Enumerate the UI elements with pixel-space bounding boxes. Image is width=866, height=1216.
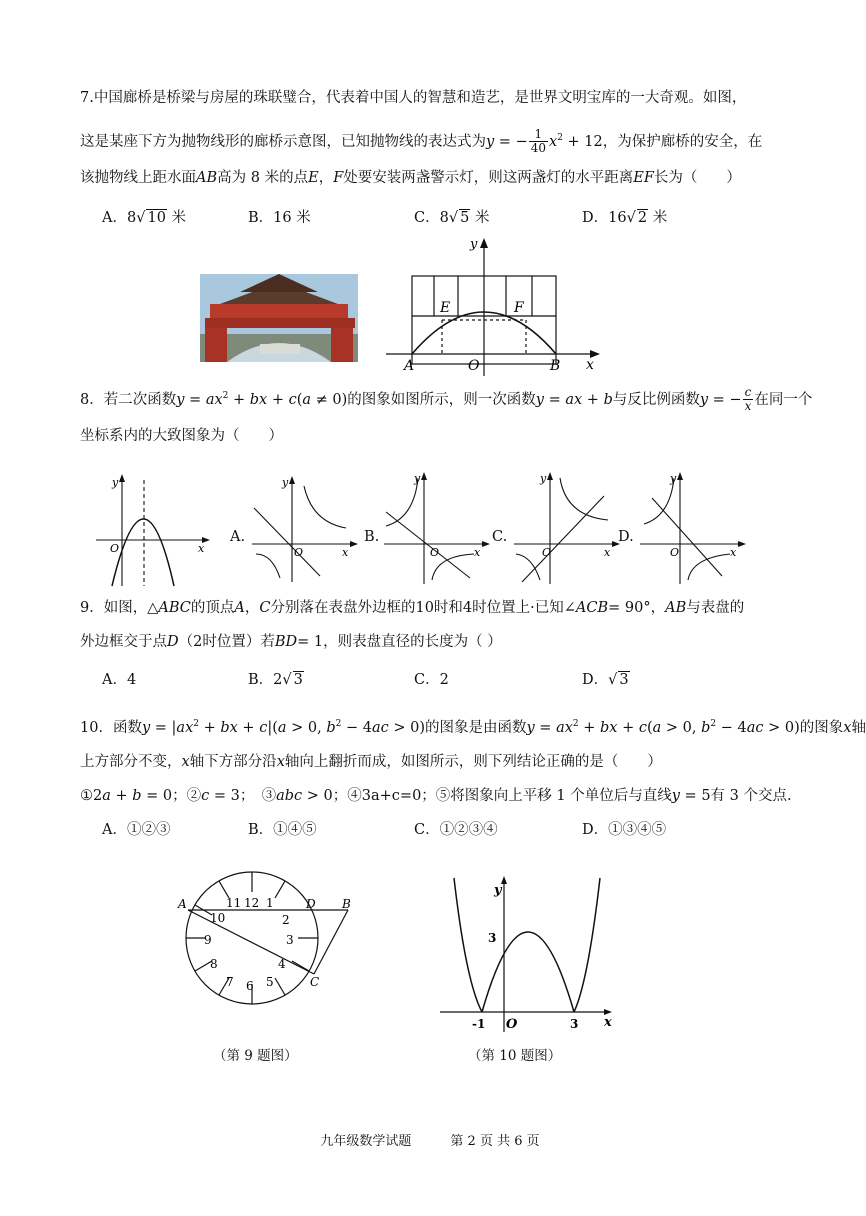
q10-line-3: ①2a + b = 0；②c = 3； ③abc > 0；④3a+c=0；⑤将图象向上平移 1 个单位后与直线y = 5有 3 个交点. [80, 788, 792, 804]
q8-given-o: O [110, 542, 120, 555]
q9-num-2: 2 [282, 913, 290, 927]
q9-num-12: 12 [244, 896, 260, 910]
q7-label-y: y [470, 237, 478, 252]
q10-label-3-x: 3 [570, 1017, 579, 1031]
q8-b-x: x [474, 546, 481, 559]
q7-line-2: 这是某座下方为抛物线形的廊桥示意图，已知抛物线的表达式为y = − $\frac{1}{40}$ $x^2 + 12$，为保护廊桥的安全，在 [80, 127, 763, 156]
q8-graph-d [638, 468, 748, 586]
q9-label-b: B [342, 897, 351, 911]
q8-c-x: x [604, 546, 611, 559]
q7-option-c[interactable]: C．8√ 5 米 [414, 210, 490, 226]
q9-label-d: D [306, 897, 316, 911]
q8-line-1: 8．若二次函数$y = ax^2$ + bx + c(a ≠ 0)的图象如图所示，则一次函数y = ax + b与反比例函数y = − $\frac{c}{x}$ 在同一个 [80, 385, 813, 414]
q8-a-y: y [282, 476, 289, 489]
q8-given-x: x [198, 542, 205, 555]
q7-option-a[interactable]: A．8√ 10 米 [102, 210, 187, 226]
q9-num-8: 8 [210, 957, 218, 971]
q8-d-o: O [670, 546, 680, 559]
q8-c-y: y [540, 472, 547, 485]
q7-option-d[interactable]: D．16√ 2 米 [582, 210, 668, 226]
q9-num-9: 9 [204, 933, 212, 947]
q7-label-e: E [440, 300, 451, 316]
q9-num-3: 3 [286, 933, 294, 947]
q10-line-2: 上方部分不变，x轴下方部分沿x轴向上翻折而成，如图所示，则下列结论正确的是（ ） [80, 754, 662, 770]
footer-page-number: 第 2 页 共 6 页 [450, 1134, 540, 1149]
q8-option-c[interactable]: C. [492, 529, 508, 545]
q9-num-10: 10 [210, 911, 226, 925]
q8-given-y: y [112, 476, 119, 489]
q10-option-b[interactable]: B．①④⑤ [248, 822, 317, 838]
q9-option-b[interactable]: B．2√ 3 [248, 672, 303, 688]
q8-line-2: 坐标系内的大致图象为（ ） [80, 428, 283, 444]
q9-option-d[interactable]: D．√ 3 [582, 672, 629, 688]
q7-label-f: F [514, 300, 524, 316]
page-footer [0, 1130, 860, 1149]
q8-c-o: O [542, 546, 552, 559]
footer-subject: 九年级数学试题 [320, 1134, 412, 1149]
q9-line-1: 9．如图，△ABC的顶点A，C分别落在表盘外边框的10时和4时位置上·已知∠ACB= 90°，AB与表盘的 [80, 600, 745, 616]
q10-label-o: O [506, 1017, 518, 1032]
q8-option-d[interactable]: D. [618, 529, 634, 545]
q9-num-11: 11 [226, 896, 242, 910]
q10-option-a[interactable]: A．①②③ [102, 822, 171, 838]
q8-a-o: O [294, 546, 304, 559]
q10-label-y: y [494, 883, 502, 898]
q10-line-1: 10．函数$y = |ax^2$ + bx + c|(a > 0, $b^2 - 4ac > 0$)的图象是由函数$y = ax^2$ + bx + c(a > 0, $b^2 - 4ac > 0$)的图象x轴 [80, 719, 866, 736]
q9-option-c[interactable]: C．2 [414, 672, 449, 688]
q8-graph-b [382, 468, 492, 586]
q8-graph-c [512, 468, 622, 586]
q8-d-x: x [730, 546, 737, 559]
q10-caption: （第 10 题图） [468, 1048, 562, 1064]
q9-num-6: 6 [246, 979, 254, 993]
q7-label-x: x [586, 357, 594, 373]
q7-label-b: B [550, 358, 561, 374]
q7-line-3: 该抛物线上距水面AB高为 8 米的点E，F处要安装两盏警示灯，则这两盏灯的水平距离EF长为（ ） [80, 170, 741, 186]
q8-graph-a [250, 472, 360, 584]
q9-label-c: C [310, 975, 320, 989]
q10-option-d[interactable]: D．①③④⑤ [582, 822, 667, 838]
q9-line-2: 外边框交于点D（2时位置）若BD= 1，则表盘直径的长度为（ ） [80, 634, 502, 650]
q9-option-a[interactable]: A．4 [102, 672, 137, 688]
q7-bridge-diagram [386, 236, 606, 382]
q8-option-a[interactable]: A. [230, 529, 246, 545]
q8-b-o: O [430, 546, 440, 559]
q7-option-b[interactable]: B．16 米 [248, 210, 311, 226]
bridge-photo [200, 274, 358, 362]
q10-option-c[interactable]: C．①②③④ [414, 822, 498, 838]
q8-a-x: x [342, 546, 349, 559]
q8-option-b[interactable]: B. [364, 529, 380, 545]
q10-label-3-y: 3 [488, 931, 497, 945]
q9-num-4: 4 [278, 957, 286, 971]
q9-caption: （第 9 题图） [213, 1048, 298, 1064]
q8-d-y: y [670, 472, 677, 485]
q9-clock-figure [174, 862, 364, 1028]
q7-label-a: A [404, 358, 415, 374]
q10-label-x: x [604, 1015, 612, 1030]
q7-label-o: O [468, 358, 480, 374]
q9-num-7: 7 [226, 975, 234, 989]
q10-graph [436, 872, 616, 1034]
q10-label-minus-1: -1 [472, 1017, 486, 1031]
q8-b-y: y [414, 472, 421, 485]
q9-num-5: 5 [266, 975, 274, 989]
q7-line-1: 7.中国廊桥是桥梁与房屋的珠联璧合，代表着中国人的智慧和造艺，是世界文明宝库的一大奇观。如图， [80, 90, 747, 106]
q9-num-1: 1 [266, 896, 274, 910]
q8-given-graph [94, 470, 214, 588]
q9-label-a: A [178, 897, 187, 911]
